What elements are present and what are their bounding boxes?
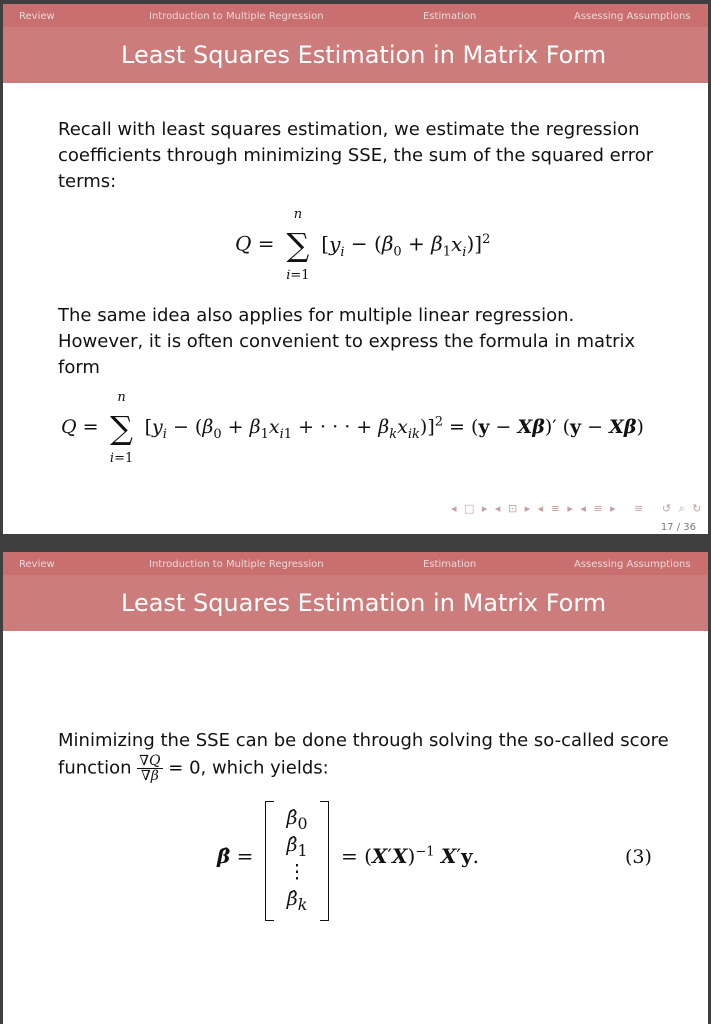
nav-review-link[interactable]: Review [19,11,55,22]
nav-intro-link[interactable]: Introduction to Multiple Regression [149,559,324,570]
nav-intro-link[interactable]: Introduction to Multiple Regression [149,11,324,22]
section-navbar [3,552,708,575]
slide-title-bar [3,27,708,83]
nav-assumptions-link[interactable]: Assessing Assumptions [574,11,691,22]
slide-title: Least Squares Estimation in Matrix Form [121,41,607,69]
matrix-sse-equation: Q = n ∑ i=1 [$y_i - (\beta_0 + \beta_1x_{i1}$ + · · · + $\beta_kx_{ik})]^2 = (y - X\beta)'$ (y − Xβ) [61,390,644,466]
gradient-fraction: $\frac{\nabla Q}{\nabla\beta}$ [139,753,161,784]
equation-number: (3) [625,846,652,868]
beamer-navigation-symbols[interactable]: ◂ □ ▸ ◂ ⊡ ▸ ◂ ≡ ▸ ◂ ≡ ▸ ≡ ↺ ⌕ ↻ [451,502,704,515]
nav-estimation-link[interactable]: Estimation [423,11,477,22]
nav-review-link[interactable]: Review [19,559,55,570]
paragraph-text-before: Minimizing the SSE can be done through solving the so-called score function [58,730,669,779]
page-number: 17 / 36 [660,522,696,533]
slide-17 [3,4,708,534]
matrix-intro-paragraph: The same idea also applies for multiple linear regression. However, it is often convenient to express the formula in matrix form [58,305,636,378]
score-function-paragraph [58,728,678,783]
beta-hat-rhs: = $(X'X)^{-1}$ X′y. [341,844,479,868]
beta-hat-vector: $\betâ_0$ $\betâ_1$ ⋮ $\betâ_k$ [265,801,329,919]
slide-18 [3,552,708,1024]
intro-paragraph: Recall with least squares estimation, we estimate the regression coefficients through minimizing SSE, the sum of the squared error terms: [58,119,654,192]
nav-estimation-link[interactable]: Estimation [423,559,477,570]
slide-title: Least Squares Estimation in Matrix Form [121,589,607,617]
section-navbar [3,4,708,27]
nav-assumptions-link[interactable]: Assessing Assumptions [574,559,691,570]
slide-title-bar [3,575,708,631]
paragraph-text-after: = 0, which yields: [168,757,329,779]
sse-equation: Q = n ∑ i=1 $[y_i - (\beta_0 + \beta_1x_i)]^2$ [235,207,491,283]
beta-hat-lhs: β̂ = [217,844,254,868]
